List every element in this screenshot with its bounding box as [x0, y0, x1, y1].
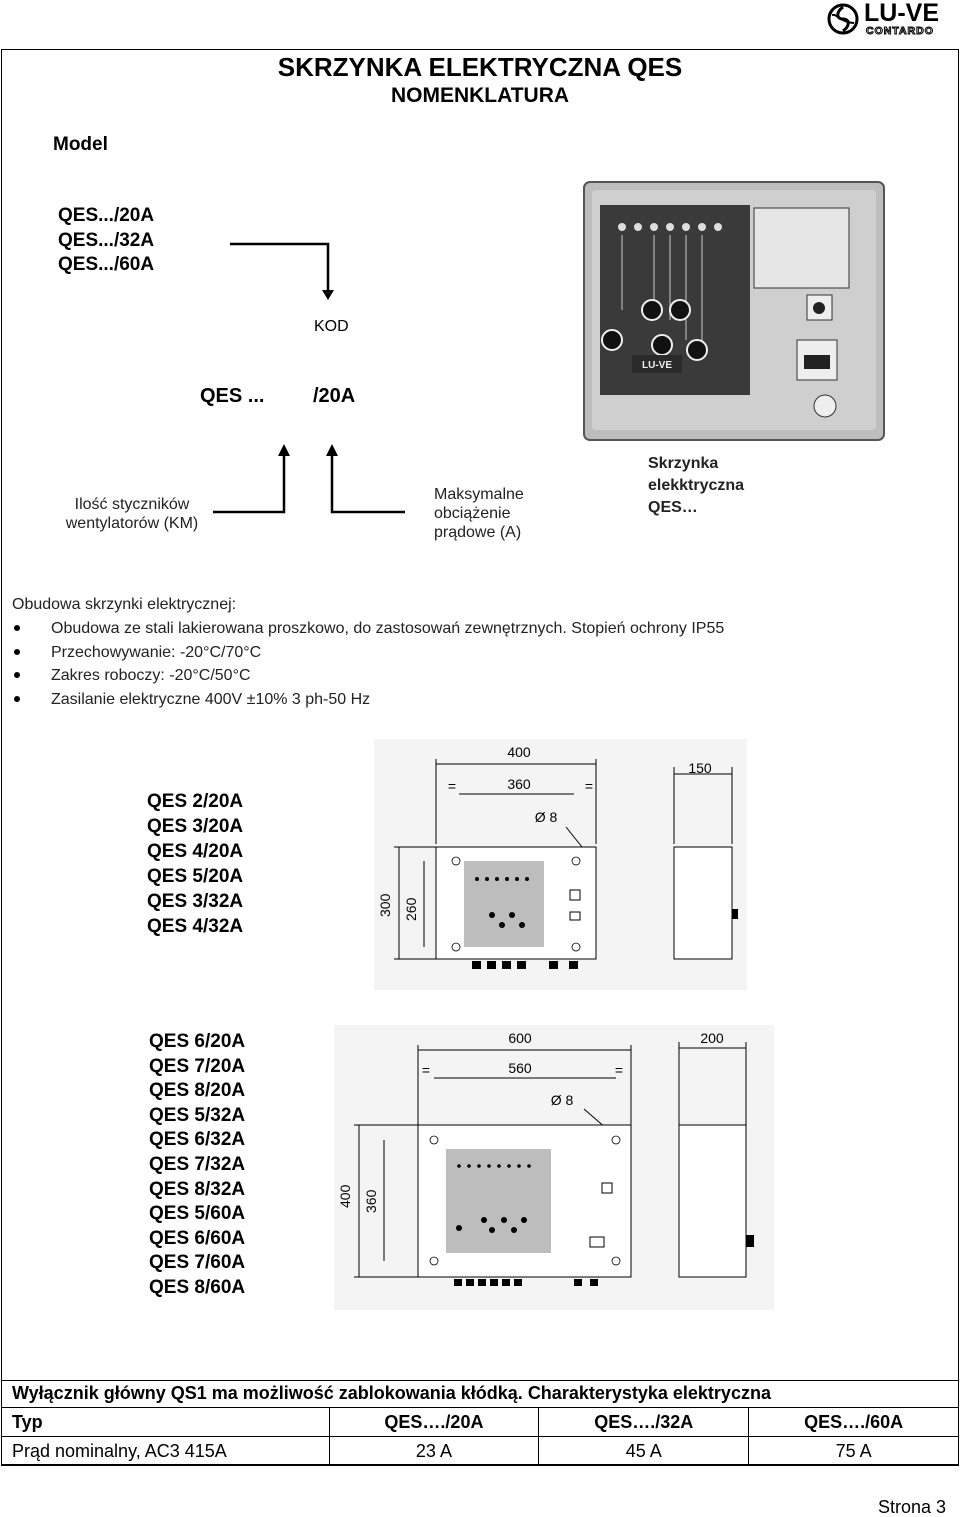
table-cell: Prąd nominalny, AC3 415A — [2, 1437, 330, 1466]
device-photo — [582, 180, 888, 445]
table-row — [2, 1437, 959, 1466]
dim-eq: = — [447, 778, 457, 794]
page-subtitle: NOMENKLATURA — [390, 84, 570, 107]
dim-hole-spacing: 560 — [508, 1060, 532, 1076]
dim-eq: = — [421, 1062, 431, 1078]
contactors-label: Ilość styczników wentylatorów (KM) — [65, 496, 199, 532]
section-divider — [1, 1380, 959, 1381]
dim-eq: = — [614, 1062, 624, 1078]
dim-hole: Ø 8 — [550, 1092, 574, 1108]
electrical-note: Wyłącznik główny QS1 ma możliwość zablokowania kłódką. Charakterystyka elektryczna — [12, 1383, 771, 1403]
model-item: QES 4/20A — [147, 841, 244, 862]
enclosure-bullets — [12, 619, 724, 713]
bullet-item: Zasilanie elektryczne 400V ±10% 3 ph-50 Hz — [12, 690, 724, 714]
model-list — [58, 204, 154, 278]
table-cell: 23 A — [329, 1437, 539, 1466]
page-number: Strona 3 — [878, 1497, 947, 1517]
dim-eq: = — [584, 778, 594, 794]
table-cell: 75 A — [749, 1437, 959, 1466]
dim-width: 400 — [507, 744, 531, 760]
model-item: QES 3/20A — [147, 816, 244, 837]
box-label: Skrzynka elekktryczna QES… — [648, 455, 745, 516]
model-item: QES 5/60A — [149, 1203, 246, 1225]
bullet-item: Obudowa ze stali lakierowana proszkowo, do zastosowań zewnętrznych. Stopień ochrony IP55 — [12, 619, 724, 643]
model-arrow-icon — [225, 238, 345, 308]
table-header-cell: QES…./20A — [329, 1408, 539, 1437]
model-item: QES 6/60A — [149, 1227, 246, 1249]
brand-logo — [826, 2, 954, 38]
dim-hole-height: 260 — [403, 897, 419, 921]
small-box-models — [147, 789, 243, 939]
code-part-2: /20A — [313, 385, 356, 407]
bullet-item: Zakres roboczy: -20°C/50°C — [12, 666, 724, 690]
model-item: QES 7/32A — [149, 1153, 246, 1175]
model-item: QES 5/20A — [147, 866, 244, 887]
model-item: QES 2/20A — [147, 791, 244, 812]
dim-hole-height: 360 — [363, 1189, 379, 1213]
table-header-cell: Typ — [2, 1408, 330, 1437]
model-item: QES 6/20A — [149, 1031, 246, 1052]
dim-depth: 150 — [688, 760, 712, 776]
svg-text:LU-VE: LU-VE — [642, 360, 672, 371]
bullet-item: Przechowywanie: -20°C/70°C — [12, 643, 724, 667]
table-header-cell: QES…./32A — [539, 1408, 749, 1437]
kod-label: KOD — [314, 318, 349, 335]
large-box-models — [149, 1030, 245, 1301]
dim-height: 400 — [337, 1184, 353, 1208]
dim-hole-spacing: 360 — [507, 776, 531, 792]
brand-sub: CONTARDO — [866, 25, 934, 37]
model-item: QES 3/32A — [147, 891, 244, 912]
page-title: SKRZYNKA ELEKTRYCZNA QES — [277, 52, 683, 82]
table-header-row — [2, 1408, 959, 1437]
code-part-1: QES ... — [200, 385, 265, 407]
model-item: QES 8/20A — [149, 1080, 246, 1102]
model-item: QES.../60A — [58, 254, 155, 276]
model-item: QES 8/60A — [149, 1276, 246, 1298]
brand-name: LU-VE — [864, 0, 939, 27]
model-item: QES.../20A — [58, 205, 155, 226]
model-label: Model — [53, 134, 108, 155]
dim-hole: Ø 8 — [534, 809, 558, 825]
dim-depth: 200 — [700, 1030, 724, 1046]
model-item: QES.../32A — [58, 229, 155, 251]
model-item: QES 5/32A — [149, 1104, 246, 1126]
table-cell: 45 A — [539, 1437, 749, 1466]
current-label: Maksymalne obciążenie prądowe (A) — [434, 486, 524, 541]
dim-width: 600 — [508, 1030, 532, 1046]
electrical-table — [1, 1407, 959, 1466]
model-item: QES 7/60A — [149, 1252, 246, 1274]
model-item: QES 7/20A — [149, 1055, 246, 1077]
code-arrows-icon — [205, 440, 415, 520]
table-header-cell: QES…./60A — [749, 1408, 959, 1437]
large-box-drawing — [334, 1025, 774, 1310]
dim-height: 300 — [377, 893, 393, 917]
model-item: QES 4/32A — [147, 916, 244, 937]
model-item: QES 8/32A — [149, 1178, 246, 1200]
small-box-drawing — [374, 739, 747, 990]
model-item: QES 6/32A — [149, 1129, 246, 1151]
enclosure-heading: Obudowa skrzynki elektrycznej: — [12, 596, 237, 613]
